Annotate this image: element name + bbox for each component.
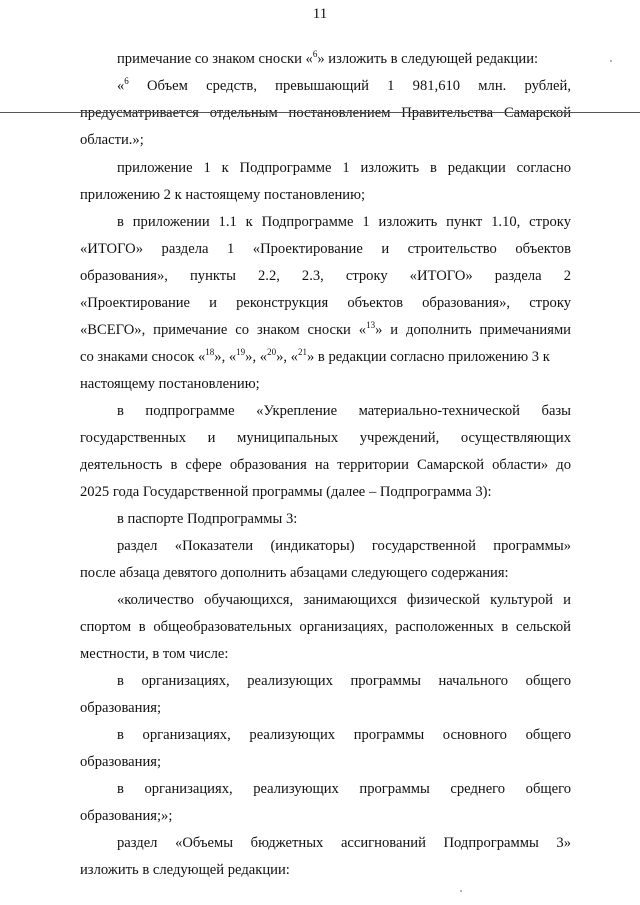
text-line: «$^6$ Объем средств, превышающий 1 981,610 млн. рублей, bbox=[117, 76, 571, 94]
text-line: образования; bbox=[80, 754, 162, 770]
text-line: приложению 2 к настоящему постановлению; bbox=[80, 187, 366, 203]
text-line: 2025 года Государственной программы (далее – Подпрограмма 3): bbox=[80, 484, 492, 500]
text-line: образования», пункты 2.2, 2.3, строку «ИТОГО» раздела 2 bbox=[80, 268, 571, 284]
scan-speck bbox=[610, 60, 612, 62]
text-line: в организациях, реализующих программы среднего общего bbox=[117, 781, 571, 797]
scan-speck bbox=[460, 890, 462, 892]
text-line: деятельность в сфере образования на территории Самарской области» до bbox=[80, 457, 571, 473]
text-line: «Проектирование и реконструкция объектов образования», строку bbox=[80, 295, 571, 311]
text-line: «количество обучающихся, занимающихся физической культурой и bbox=[117, 592, 571, 608]
text-line: настоящему постановлению; bbox=[80, 376, 260, 392]
text-line: приложение 1 к Подпрограмме 1 изложить в редакции согласно bbox=[117, 160, 571, 176]
text-line: образования;»; bbox=[80, 808, 173, 824]
text-line: в паспорте Подпрограммы 3: bbox=[117, 511, 298, 527]
text-line: образования; bbox=[80, 700, 162, 716]
text-line: «ВСЕГО», примечание со знаком сноски «$^{13}$» и дополнить примечаниями bbox=[80, 320, 571, 338]
page-number: 11 bbox=[312, 6, 328, 22]
text-line: в приложении 1.1 к Подпрограмме 1 изложить пункт 1.10, строку bbox=[117, 214, 571, 230]
text-line: «ИТОГО» раздела 1 «Проектирование и строительство объектов bbox=[80, 241, 571, 257]
text-line: изложить в следующей редакции: bbox=[80, 862, 290, 878]
text-line: в организациях, реализующих программы начального общего bbox=[117, 673, 571, 689]
text-line: области.»; bbox=[80, 132, 144, 148]
text-line: раздел «Объемы бюджетных ассигнований Подпрограммы 3» bbox=[117, 835, 571, 851]
text-line: со знаками сносок «$^{18}$», «$^{19}$», «$^{20}$», «$^{21}$» в редакции согласно приложению 3 к bbox=[80, 347, 550, 365]
text-line-struck: предусматривается отдельным постановлением Правительства Самарской bbox=[80, 105, 571, 121]
strikethrough-line bbox=[0, 112, 640, 113]
text-line: государственных и муниципальных учреждений, осуществляющих bbox=[80, 430, 571, 446]
text-line: после абзаца девятого дополнить абзацами следующего содержания: bbox=[80, 565, 509, 581]
text-line: в организациях, реализующих программы основного общего bbox=[117, 727, 571, 743]
text-line: в подпрограмме «Укрепление материально-технической базы bbox=[117, 403, 571, 419]
text-line: местности, в том числе: bbox=[80, 646, 229, 662]
text-line: спортом в общеобразовательных организациях, расположенных в сельской bbox=[80, 619, 571, 635]
text-line: раздел «Показатели (индикаторы) государственной программы» bbox=[117, 538, 571, 554]
text-line: примечание со знаком сноски «$^6$» изложить в следующей редакции: bbox=[117, 49, 539, 67]
